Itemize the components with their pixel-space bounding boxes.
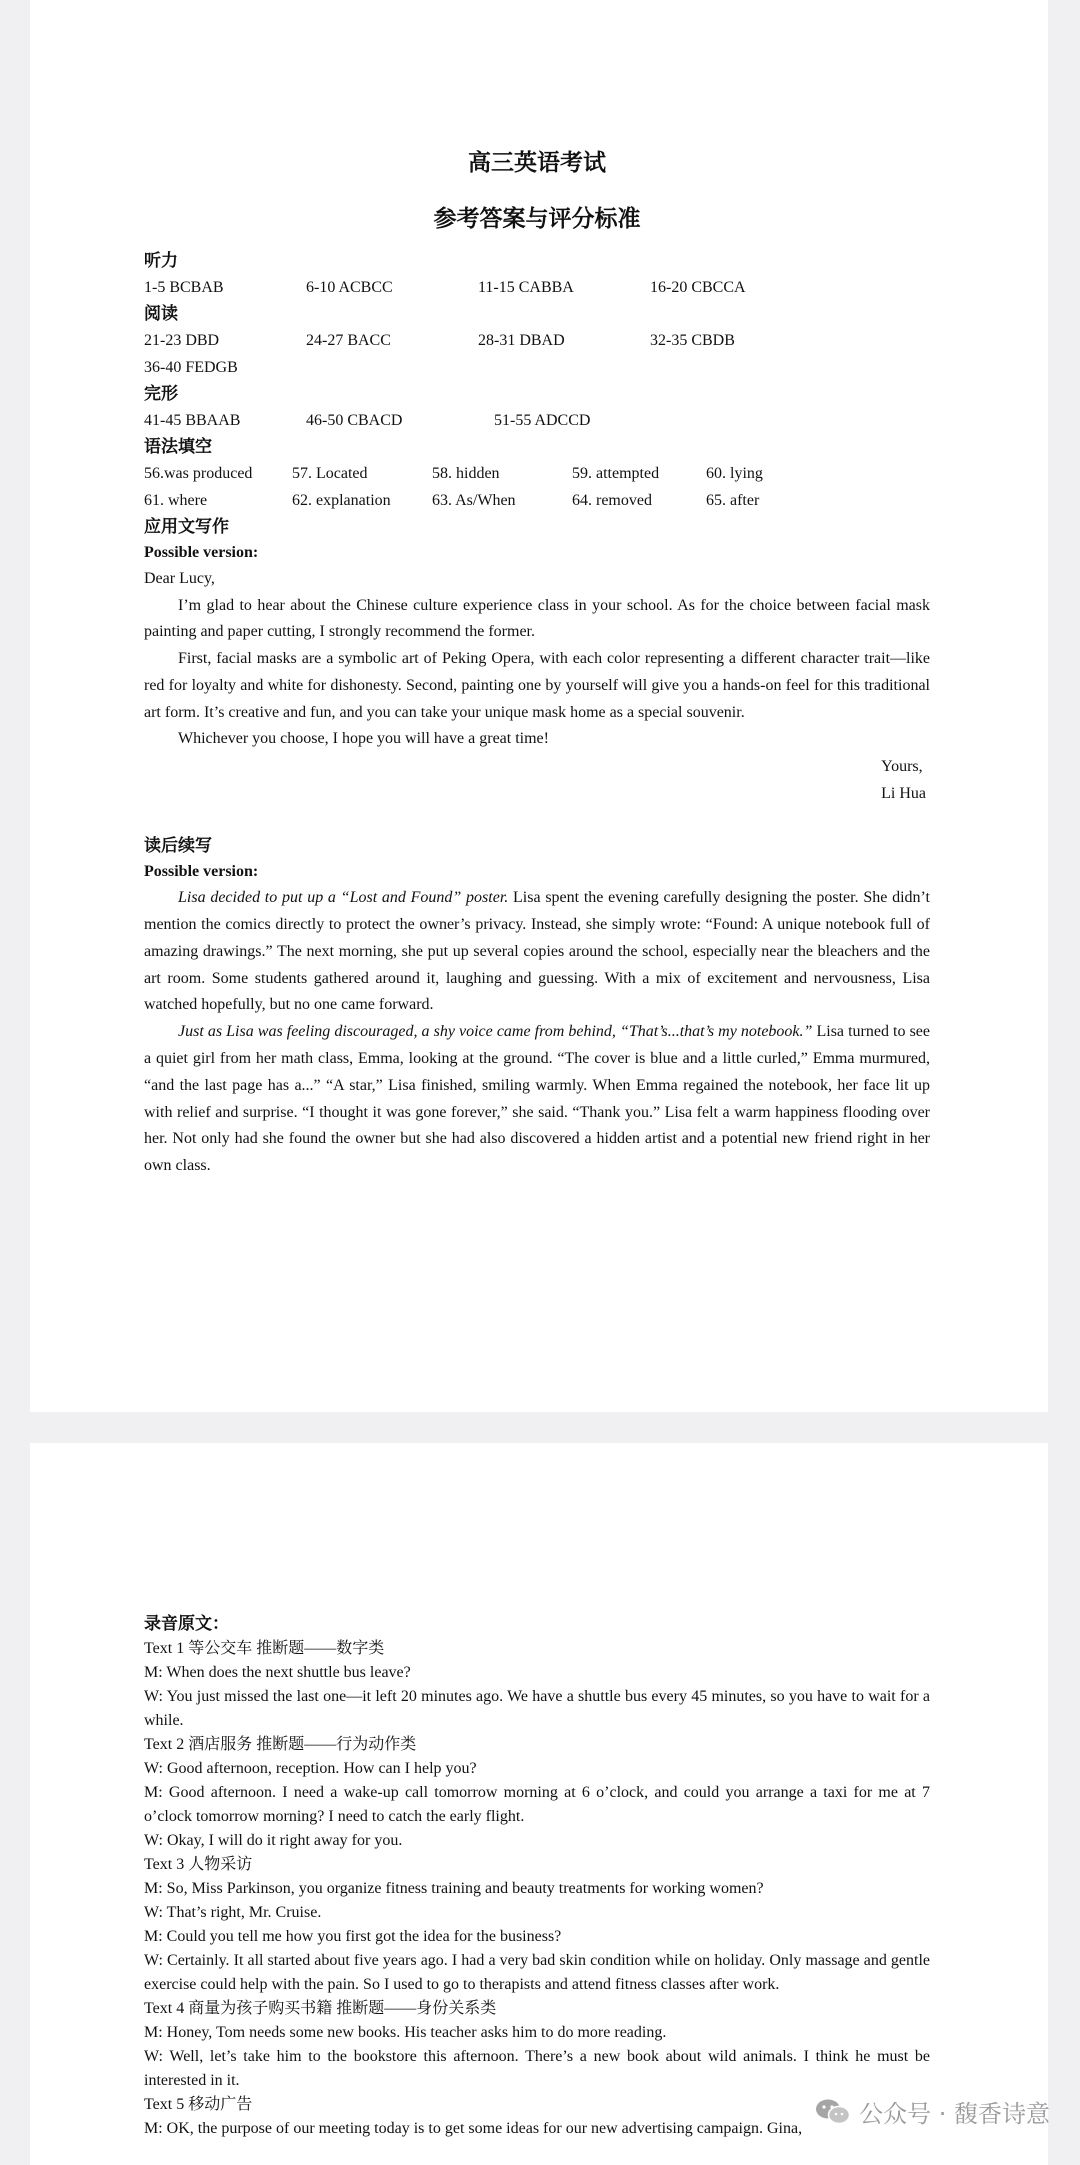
transcript-line: W: That’s right, Mr. Cruise. <box>144 1904 322 1921</box>
exam-title: 高三英语考试 <box>468 150 606 175</box>
transcript-line: M: Good afternoon. I need a wake-up call tomorrow morning at 6 o’clock, and could you arrange a taxi for me at 7 o’clock tomorrow morning? I need to catch the early flight. <box>144 1784 930 1825</box>
answer-cell: 6-10 ACBCC <box>306 279 393 296</box>
story-paragraph <box>144 885 930 1019</box>
transcript-line: W: Okay, I will do it right away for you. <box>144 1832 403 1849</box>
answer-cell: 63. As/When <box>432 492 516 509</box>
transcript-label: 录音原文： <box>144 1614 229 1633</box>
answer-key-page <box>30 0 1048 1412</box>
cloze-label: 完形 <box>144 384 178 403</box>
paragraph-body: Lisa spent the evening carefully designing the poster. She didn’t mention the comics directly to protect the owner’s privacy. Instead, she simply wrote: “Found: A unique notebook full of amazing drawings.” The next morning, she put up several copies around the school, especially near the bleachers and the art room. Some students gathered around it, laughing and guessing. With a mix of excitement and nervousness, Lisa watched hopefully, but no one came forward. <box>144 889 931 1014</box>
transcript-body <box>144 1637 930 2141</box>
transcript-line: W: Well, let’s take him to the bookstore this afternoon. There’s a new book about wild animals. I think he must be interested in it. <box>144 2048 930 2089</box>
grammar-label: 语法填空 <box>144 437 212 456</box>
answer-cell: 1-5 BCBAB <box>144 279 224 296</box>
transcript-page <box>30 1443 1048 2165</box>
letter-paragraph: First, facial masks are a symbolic art of Peking Opera, with each color representing a different character trait—like red for loyalty and white for dishonesty. Second, painting one by yourself will give you a hands-on feel for this traditional art form. It’s creative and fun, and you can take your unique mask home as a special souvenir. <box>144 650 930 721</box>
transcript-section-heading: Text 4 商量为孩子购买书籍 推断题——身份关系类 <box>144 2000 497 2017</box>
answer-cell: 51-55 ADCCD <box>494 412 591 429</box>
answer-cell: 36-40 FEDGB <box>144 359 238 376</box>
letter-signoff <box>144 753 930 807</box>
letter-closing: Yours, <box>881 758 923 776</box>
letter-signature: Li Hua <box>881 785 926 803</box>
watermark <box>815 2094 1050 2129</box>
answer-cell: 57. Located <box>292 465 368 482</box>
practical-writing-label: 应用文写作 <box>144 517 229 536</box>
answer-cell: 21-23 DBD <box>144 332 220 349</box>
paragraph-body: Lisa turned to see a quiet girl from her math class, Emma, looking at the ground. “The cover is blue and a little curled,” Emma murmured, “and the last page has a...” “A star,” Lisa finished, smiling warmly. When Emma regained the notebook, her face lit up with relief and surprise. “I thought it was gone forever,” she said. “Thank you.” Lisa felt a warm happiness flooding over her. Not only had she found the owner but she had also discovered a hidden artist and a potential new friend right in her own class. <box>144 1023 930 1175</box>
answer-cell: 64. removed <box>572 492 652 509</box>
transcript-section-heading: Text 1 等公交车 推断题——数字类 <box>144 1640 385 1657</box>
version-label: Possible version: <box>144 863 259 881</box>
transcript-line: W: Good afternoon, reception. How can I help you? <box>144 1760 477 1777</box>
answer-cell: 28-31 DBAD <box>478 332 565 349</box>
transcript-section-heading: Text 5 移动广告 <box>144 2096 253 2113</box>
transcript-line: W: You just missed the last one—it left 20 minutes ago. We have a shuttle bus every 45 minutes, so you have to wait for a while. <box>144 1688 930 1729</box>
answer-cell: 56.was produced <box>144 465 253 482</box>
transcript-line: M: OK, the purpose of our meeting today is to get some ideas for our new advertising campaign. Gina, <box>144 2120 803 2137</box>
transcript-section-heading: Text 2 酒店服务 推断题——行为动作类 <box>144 1736 417 1753</box>
answer-cell: 46-50 CBACD <box>306 412 403 429</box>
transcript-line: W: Certainly. It all started about five years ago. I had a very bad skin condition while on holiday. Only massage and gentle exercise could help with the pain. So I used to go to therapists and attend fitness classes after work. <box>144 1952 930 1993</box>
paragraph-lead-sentence: Just as Lisa was feeling discouraged, a shy voice came from behind, “That’s...that’s my notebook.” <box>178 1023 813 1041</box>
answer-row <box>144 327 930 354</box>
transcript-line: M: Could you tell me how you first got the idea for the business? <box>144 1928 562 1945</box>
story-paragraph <box>144 1019 930 1180</box>
answer-cell: 59. attempted <box>572 465 660 482</box>
watermark-text: 公众号 · 馥香诗意 <box>859 2100 1050 2128</box>
answer-cell: 41-45 BBAAB <box>144 412 241 429</box>
version-label: Possible version: <box>144 544 259 561</box>
answer-row <box>144 460 930 487</box>
answer-row <box>144 354 930 381</box>
answer-row <box>144 274 930 301</box>
answer-cell: 32-35 CBDB <box>650 332 735 349</box>
answer-cell: 58. hidden <box>432 465 500 482</box>
answer-cell: 65. after <box>706 492 760 509</box>
answer-cell: 61. where <box>144 492 208 509</box>
transcript-line: M: Honey, Tom needs some new books. His teacher asks him to do more reading. <box>144 2024 667 2041</box>
letter-paragraph: I’m glad to hear about the Chinese culture experience class in your school. As for the choice between facial mask painting and paper cutting, I strongly recommend the former. <box>144 596 930 641</box>
answer-cell: 60. lying <box>706 465 763 482</box>
listening-label: 听力 <box>144 251 178 270</box>
answer-cell: 11-15 CABBA <box>478 279 574 296</box>
transcript-section-heading: Text 3 人物采访 <box>144 1856 253 1873</box>
letter-greeting: Dear Lucy, <box>144 570 215 587</box>
transcript-line: M: When does the next shuttle bus leave? <box>144 1664 411 1681</box>
answer-row <box>144 407 930 434</box>
exam-subtitle: 参考答案与评分标准 <box>433 206 641 231</box>
answer-cell: 24-27 BACC <box>306 332 391 349</box>
letter-paragraph: Whichever you choose, I hope you will have a great time! <box>178 730 549 748</box>
continuation-writing-label: 读后续写 <box>144 836 212 856</box>
reading-label: 阅读 <box>144 304 178 323</box>
answer-cell: 16-20 CBCCA <box>650 279 746 296</box>
wechat-icon <box>815 2098 851 2126</box>
paragraph-lead-sentence: Lisa decided to put up a “Lost and Found” poster. <box>178 889 509 907</box>
answer-row <box>144 487 930 514</box>
answer-cell: 62. explanation <box>292 492 391 509</box>
transcript-line: M: So, Miss Parkinson, you organize fitness training and beauty treatments for working women? <box>144 1880 764 1897</box>
